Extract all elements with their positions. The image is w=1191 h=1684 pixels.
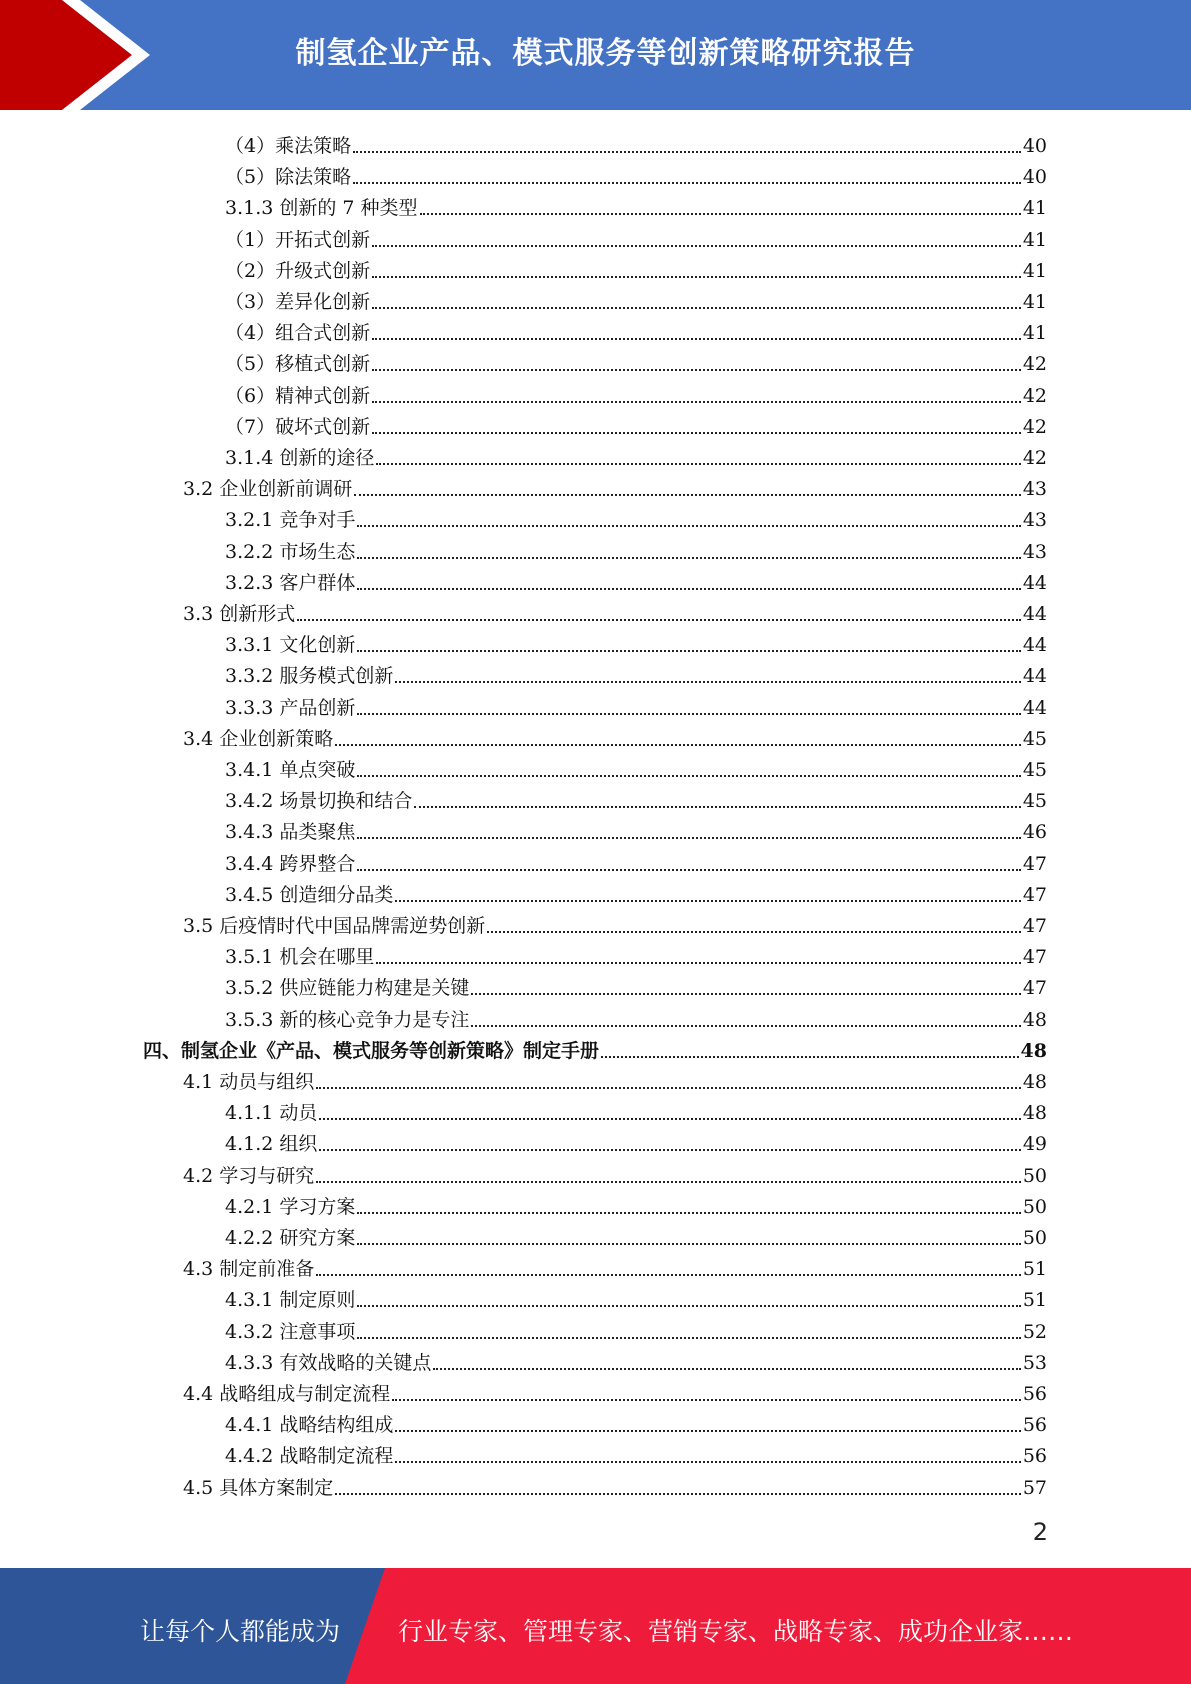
- toc-subsection-entry[interactable]: [225, 283, 1047, 314]
- toc-dot-leader: [414, 806, 1020, 808]
- toc-dot-leader: [357, 1212, 1020, 1214]
- toc-page-number: 42: [1022, 415, 1047, 438]
- toc-dot-leader: [354, 494, 1021, 496]
- toc-page-number: 47: [1022, 852, 1047, 875]
- footer-slogan-left: 让每个人都能成为: [140, 1617, 341, 1646]
- toc-subsection-entry[interactable]: [225, 158, 1047, 189]
- toc-entry-label: 4.4.2 战略制定流程: [225, 1445, 394, 1468]
- toc-dot-leader: [357, 650, 1020, 652]
- toc-dot-leader: [357, 588, 1020, 590]
- toc-subsection-entry[interactable]: [225, 377, 1047, 408]
- toc-entry-label: （5）除法策略: [225, 166, 352, 189]
- toc-page-number: 53: [1022, 1351, 1047, 1374]
- toc-entry-label: 3.5 后疫情时代中国品牌需逆势创新: [183, 915, 486, 937]
- toc-dot-leader: [316, 1181, 1021, 1183]
- toc-dot-leader: [316, 1087, 1021, 1089]
- toc-entry-label: 3.2.1 竞争对手: [225, 509, 356, 532]
- toc-entry-label: 3.5.1 机会在哪里: [225, 946, 375, 969]
- toc-subsection-entry[interactable]: [225, 439, 1047, 470]
- toc-page-number: 42: [1022, 447, 1047, 469]
- toc-dot-leader: [395, 1430, 1020, 1432]
- toc-page-number: 44: [1022, 571, 1047, 594]
- toc-dot-leader: [357, 557, 1020, 559]
- toc-entry-label: 3.4.2 场景切换和结合: [225, 790, 413, 813]
- toc-dot-leader: [357, 837, 1020, 839]
- toc-dot-leader: [357, 713, 1020, 715]
- toc-dot-leader: [297, 619, 1021, 621]
- toc-page-number: 45: [1022, 759, 1047, 781]
- toc-entry-label: 3.5.2 供应链能力构建是关键: [225, 977, 470, 1000]
- toc-subsection-entry[interactable]: [225, 657, 1047, 688]
- toc-subsection-entry[interactable]: [225, 782, 1047, 813]
- toc-dot-leader: [372, 401, 1021, 403]
- toc-page-number: 48: [1022, 1102, 1047, 1125]
- toc-entry-label: （7）破坏式创新: [225, 415, 371, 438]
- toc-entry-label: 3.1.4 创新的途径: [225, 447, 375, 469]
- toc-dot-leader: [372, 432, 1021, 434]
- toc-entry-label: 3.2.3 客户群体: [225, 571, 356, 594]
- toc-subsection-entry[interactable]: [225, 501, 1047, 532]
- toc-page-number: 42: [1022, 353, 1047, 376]
- toc-dot-leader: [376, 962, 1020, 964]
- toc-entry-label: 4.2.1 学习方案: [225, 1195, 356, 1218]
- toc-entry-label: 4.4 战略组成与制定流程: [183, 1383, 391, 1405]
- toc-page-number: 50: [1022, 1164, 1047, 1187]
- toc-page-number: 48: [1020, 1039, 1047, 1062]
- toc-dot-leader: [376, 463, 1020, 465]
- toc-subsection-entry[interactable]: [225, 969, 1047, 1000]
- toc-page-number: 41: [1022, 228, 1047, 251]
- toc-entry-label: （6）精神式创新: [225, 384, 371, 407]
- toc-subsection-entry[interactable]: [225, 533, 1047, 564]
- toc-page-number: 42: [1022, 384, 1047, 407]
- toc-entry-label: （1）开拓式创新: [225, 228, 371, 251]
- toc-entry-label: 3.4.5 创造细分品类: [225, 883, 394, 906]
- toc-dot-leader: [433, 1368, 1020, 1370]
- toc-entry-label: 3.3.3 产品创新: [225, 696, 356, 719]
- toc-dot-leader: [357, 1337, 1020, 1339]
- toc-page-number: 44: [1022, 634, 1047, 657]
- toc-dot-leader: [395, 900, 1020, 902]
- toc-dot-leader: [335, 1493, 1021, 1495]
- toc-subsection-entry[interactable]: [225, 845, 1047, 876]
- toc-dot-leader: [357, 869, 1020, 871]
- toc-dot-leader: [471, 1025, 1020, 1027]
- toc-page-number: 51: [1022, 1289, 1047, 1312]
- toc-dot-leader: [420, 213, 1021, 215]
- toc-section-entry[interactable]: [183, 720, 1047, 751]
- toc-entry-label: 四、制氢企业《产品、模式服务等创新策略》制定手册: [143, 1039, 600, 1062]
- toc-dot-leader: [319, 1118, 1020, 1120]
- page-header: [0, 0, 1191, 110]
- toc-entry-label: 3.4.3 品类聚焦: [225, 821, 356, 844]
- toc-dot-leader: [372, 338, 1021, 340]
- toc-section-entry[interactable]: [183, 907, 1047, 938]
- toc-entry-label: 3.3 创新形式: [183, 603, 296, 625]
- toc-dot-leader: [372, 245, 1021, 247]
- toc-subsection-entry[interactable]: [225, 1219, 1047, 1250]
- toc-entry-label: 3.4 企业创新策略: [183, 727, 334, 750]
- toc-section-entry[interactable]: [183, 595, 1047, 626]
- toc-subsection-entry[interactable]: [225, 314, 1047, 345]
- toc-page-number: 50: [1022, 1195, 1047, 1218]
- toc-dot-leader: [335, 744, 1021, 746]
- toc-page-number: 44: [1022, 603, 1047, 625]
- toc-subsection-entry[interactable]: [225, 1188, 1047, 1219]
- toc-page-number: 50: [1022, 1227, 1047, 1249]
- toc-page-number: 47: [1022, 946, 1047, 969]
- toc-page-number: 47: [1022, 883, 1047, 906]
- toc-subsection-entry[interactable]: [225, 1001, 1047, 1032]
- toc-entry-label: 3.3.2 服务模式创新: [225, 665, 394, 688]
- toc-dot-leader: [392, 1399, 1021, 1401]
- toc-dot-leader: [357, 525, 1020, 527]
- toc-page-number: 48: [1022, 1008, 1047, 1031]
- toc-subsection-entry[interactable]: [225, 1094, 1047, 1125]
- toc-page-number: 47: [1022, 915, 1047, 937]
- toc-dot-leader: [471, 993, 1020, 995]
- toc-subsection-entry[interactable]: [225, 345, 1047, 376]
- toc-section-entry[interactable]: [183, 1157, 1047, 1188]
- toc-entry-label: 4.2 学习与研究: [183, 1164, 315, 1187]
- toc-subsection-entry[interactable]: [225, 1437, 1047, 1468]
- toc-entry-label: 3.4.1 单点突破: [225, 759, 356, 781]
- toc-page-number: 41: [1022, 197, 1047, 220]
- toc-chapter-entry[interactable]: [143, 1032, 1047, 1063]
- toc-page-number: 40: [1022, 166, 1047, 189]
- toc-entry-label: 4.3.2 注意事项: [225, 1320, 356, 1343]
- toc-page-number: 48: [1022, 1071, 1047, 1093]
- toc-page-number: 51: [1022, 1258, 1047, 1281]
- toc-dot-leader: [353, 151, 1021, 153]
- toc-entry-label: 3.3.1 文化创新: [225, 634, 356, 657]
- footer-slogan-right: 行业专家、管理专家、营销专家、战略专家、成功企业家……: [398, 1617, 1074, 1646]
- toc-entry-label: （4）乘法策略: [225, 135, 352, 157]
- toc-dot-leader: [395, 681, 1020, 683]
- toc-page-number: 43: [1022, 509, 1047, 532]
- toc-dot-leader: [372, 369, 1021, 371]
- toc-subsection-entry[interactable]: [225, 1313, 1047, 1344]
- toc-page-number: 44: [1022, 665, 1047, 688]
- toc-page-number: 52: [1022, 1320, 1047, 1343]
- toc-entry-label: 4.5 具体方案制定: [183, 1476, 334, 1499]
- toc-dot-leader: [395, 1461, 1020, 1463]
- toc-entry-label: （3）差异化创新: [225, 291, 371, 313]
- toc-entry-label: 4.3 制定前准备: [183, 1258, 315, 1281]
- toc-subsection-entry[interactable]: [225, 1281, 1047, 1312]
- toc-page-number: 43: [1022, 540, 1047, 563]
- toc-subsection-entry[interactable]: [225, 813, 1047, 844]
- toc-page-number: 41: [1022, 291, 1047, 313]
- toc-subsection-entry[interactable]: [225, 189, 1047, 220]
- toc-entry-label: 3.1.3 创新的 7 种类型: [225, 197, 418, 220]
- page-footer: [0, 1568, 1191, 1684]
- toc-section-entry[interactable]: [183, 1469, 1047, 1500]
- toc-dot-leader: [372, 276, 1021, 278]
- toc-subsection-entry[interactable]: [225, 564, 1047, 595]
- toc-subsection-entry[interactable]: [225, 1125, 1047, 1156]
- toc-page-number: 46: [1022, 821, 1047, 844]
- toc-dot-leader: [316, 1274, 1021, 1276]
- toc-dot-leader: [357, 1305, 1020, 1307]
- toc-page-number: 41: [1022, 259, 1047, 282]
- toc-page-number: 47: [1022, 977, 1047, 1000]
- toc-entry-label: 4.3.3 有效战略的关键点: [225, 1351, 432, 1374]
- toc-subsection-entry[interactable]: [225, 252, 1047, 283]
- toc-subsection-entry[interactable]: [225, 876, 1047, 907]
- toc-page-number: 45: [1022, 727, 1047, 750]
- toc-dot-leader: [487, 931, 1021, 933]
- toc-entry-label: 4.3.1 制定原则: [225, 1289, 356, 1312]
- toc-page-number: 44: [1022, 696, 1047, 719]
- toc-section-entry[interactable]: [183, 1375, 1047, 1406]
- toc-dot-leader: [357, 775, 1020, 777]
- toc-dot-leader: [319, 1149, 1020, 1151]
- toc-entry-label: 4.1 动员与组织: [183, 1071, 315, 1093]
- toc-section-entry[interactable]: [183, 1063, 1047, 1094]
- toc-dot-leader: [357, 1243, 1020, 1245]
- toc-subsection-entry[interactable]: [225, 626, 1047, 657]
- toc-entry-label: 4.2.2 研究方案: [225, 1227, 356, 1249]
- toc-subsection-entry[interactable]: [225, 221, 1047, 252]
- toc-entry-label: 4.1.1 动员: [225, 1102, 318, 1125]
- toc-subsection-entry[interactable]: [225, 1344, 1047, 1375]
- toc-page-number: 56: [1022, 1414, 1047, 1437]
- report-title: 制氢企业产品、模式服务等创新策略研究报告: [295, 36, 916, 71]
- toc-dot-leader: [372, 307, 1021, 309]
- toc-subsection-entry[interactable]: [225, 1406, 1047, 1437]
- toc-page-number: 41: [1022, 322, 1047, 345]
- toc-subsection-entry[interactable]: [225, 689, 1047, 720]
- toc-page-number: 56: [1022, 1383, 1047, 1405]
- toc-subsection-entry[interactable]: [225, 751, 1047, 782]
- toc-entry-label: （2）升级式创新: [225, 259, 371, 282]
- toc-page-number: 56: [1022, 1445, 1047, 1468]
- toc-page-number: 49: [1022, 1133, 1047, 1156]
- page-number: 2: [1032, 1518, 1048, 1546]
- toc-section-entry[interactable]: [183, 470, 1047, 501]
- toc-entry-label: 4.4.1 战略结构组成: [225, 1414, 394, 1437]
- toc-subsection-entry[interactable]: [225, 938, 1047, 969]
- toc-page-number: 43: [1022, 478, 1047, 501]
- toc-section-entry[interactable]: [183, 1250, 1047, 1281]
- toc-entry-label: （4）组合式创新: [225, 322, 371, 345]
- toc-subsection-entry[interactable]: [225, 127, 1047, 158]
- toc-page-number: 57: [1022, 1476, 1047, 1499]
- toc-dot-leader: [353, 182, 1021, 184]
- toc-entry-label: （5）移植式创新: [225, 353, 371, 376]
- toc-entry-label: 3.2.2 市场生态: [225, 540, 356, 563]
- toc-subsection-entry[interactable]: [225, 408, 1047, 439]
- toc-entry-label: 3.5.3 新的核心竞争力是专注: [225, 1008, 470, 1031]
- toc-entry-label: 4.1.2 组织: [225, 1133, 318, 1156]
- toc-entry-label: 3.4.4 跨界整合: [225, 852, 356, 875]
- toc-entry-label: 3.2 企业创新前调研: [183, 478, 353, 501]
- toc-page-number: 45: [1022, 790, 1047, 813]
- toc-page-number: 40: [1022, 135, 1047, 157]
- toc-dot-leader: [601, 1056, 1019, 1058]
